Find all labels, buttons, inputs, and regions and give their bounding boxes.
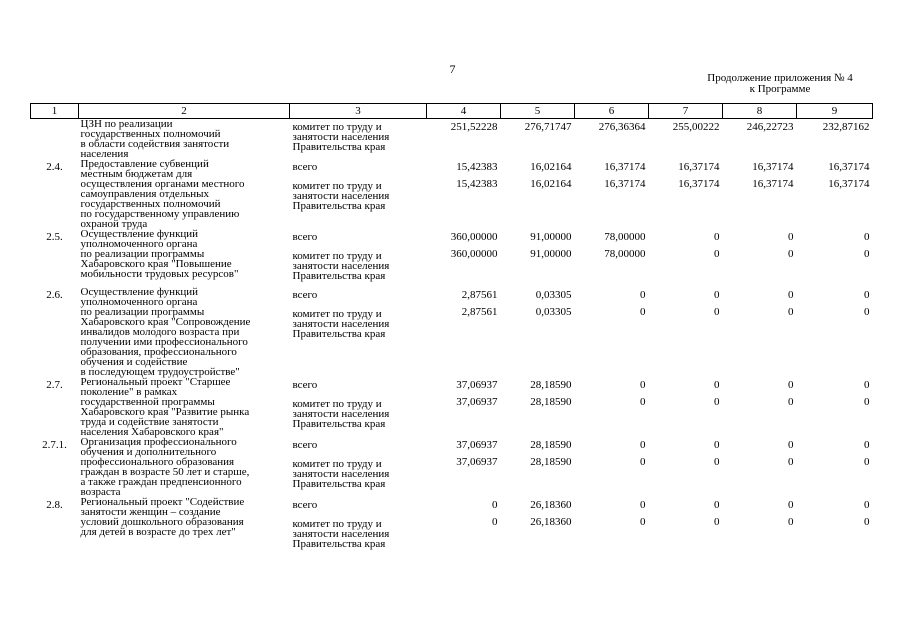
amount-value: 37,06937 [456,396,498,408]
amount-value: 0 [864,379,870,391]
row-number: 2.7. [46,379,63,391]
amount-value: 0 [640,516,646,528]
amount-cell [575,437,649,497]
amount-value: 0 [714,396,720,408]
amount-value: 0 [788,289,794,301]
amount-cell [427,287,501,377]
row-number: 2.6. [46,289,63,301]
measure-name-line: Региональный проект "Старшее [80,376,231,388]
amount-value: 0 [714,289,720,301]
amount-cell [797,437,873,497]
funding-source-block [293,377,424,390]
table-row [31,287,873,377]
funding-source-line: Правительства края [292,538,386,550]
funding-source-block [293,497,424,510]
amount-value: 0 [714,456,720,468]
funding-source-line: занятости населения [292,528,390,540]
amount-cell [501,159,575,229]
funding-source-line: Правительства края [292,478,386,490]
amount-cell [575,119,649,160]
amount-cell [723,159,797,229]
amount-value: 0 [864,499,870,511]
amount-value: 16,37174 [678,178,720,190]
funding-source [290,287,427,377]
funding-source-block [293,229,424,242]
row-number: 2.5. [46,231,63,243]
measure-name-line: а также граждан предпенсионного [80,476,242,488]
measure-name-line: обучения и содействие [80,356,188,368]
measure-name-line: поколение" в рамках [80,386,178,398]
measure-name-line: занятости женщин – создание [80,506,221,518]
funding-source-line: занятости населения [292,260,390,272]
amount-cell [575,287,649,377]
page-number: 7 [449,62,456,76]
measure-name [79,497,290,555]
amount-value: 0 [714,499,720,511]
amount-value: 26,18360 [530,516,572,528]
amount-cell [501,119,575,160]
amount-cell [649,377,723,437]
amount-value: 16,02164 [530,161,572,173]
amount-value: 0 [640,439,646,451]
amount-cell [501,377,575,437]
measure-name-line: труда и содействие занятости [80,416,219,428]
amount-value: 0 [640,456,646,468]
measure-name [79,437,290,497]
funding-source [290,159,427,229]
amount-cell [501,437,575,497]
table-row [31,119,873,160]
column-header: 8 [723,104,797,119]
column-header: 1 [31,104,79,119]
funding-source-line: занятости населения [292,318,390,330]
amount-cell [797,119,873,160]
amount-cell [723,287,797,377]
funding-source-line: всего [292,289,318,301]
column-header: 4 [427,104,501,119]
amount-value: 0 [640,306,646,318]
funding-source-line: всего [292,379,318,391]
column-header: 2 [79,104,290,119]
amount-value: 0 [640,396,646,408]
amount-value: 28,18590 [530,396,572,408]
amount-cell [649,287,723,377]
measure-name-line: профессионального образования [80,456,235,468]
amount-cell [501,497,575,555]
column-header: 6 [575,104,649,119]
amount-value: 0 [492,516,498,528]
funding-source-line: занятости населения [292,131,390,143]
amount-value: 0 [788,456,794,468]
amount-value: 2,87561 [461,306,498,318]
amount-cell [575,159,649,229]
amount-value: 255,00222 [672,121,720,133]
row-number: 2.7.1. [42,439,67,451]
amount-value: 16,37174 [678,161,720,173]
measure-name [79,287,290,377]
funding-source [290,497,427,555]
amount-value: 0 [788,379,794,391]
table-body [31,119,873,556]
amount-cell [427,229,501,287]
measure-name-line: ЦЗН по реализации [80,118,173,130]
amount-value: 0 [714,516,720,528]
amount-cell [427,119,501,160]
measure-name-line: населения Хабаровского края" [80,426,224,438]
measure-name-line: уполномоченного органа [80,238,198,250]
column-header: 5 [501,104,575,119]
column-header: 3 [290,104,427,119]
amount-value: 0,03305 [535,289,572,301]
amount-value: 16,37174 [828,178,870,190]
amount-value: 0 [864,396,870,408]
amount-value: 16,37174 [604,161,646,173]
amount-value: 16,37174 [752,161,794,173]
measure-name-line: Осуществление функций [80,228,199,240]
funding-source [290,119,427,160]
funding-source-block [293,516,424,549]
amount-value: 0 [714,379,720,391]
funding-source-line: всего [292,161,318,173]
row-number: 2.8. [46,499,63,511]
amount-cell [575,497,649,555]
measure-name-line: местным бюджетам для [80,168,193,180]
funding-source-block [293,306,424,339]
amount-cell [723,119,797,160]
amount-value: 91,00000 [530,248,572,260]
amount-cell [649,119,723,160]
amount-value: 276,71747 [524,121,572,133]
measure-name-line: государственной программы [80,396,215,408]
amount-cell [723,497,797,555]
measure-name-line: для детей в возрасте до трех лет" [80,526,236,538]
measure-name-line: Региональный проект "Содействие [80,496,245,508]
amount-value: 276,36364 [598,121,646,133]
amount-value: 78,00000 [604,248,646,260]
measure-name-line: условий дошкольного образования [80,516,244,528]
amount-value: 0 [864,516,870,528]
amount-value: 0 [492,499,498,511]
measure-name-line: возраста [80,486,121,498]
amount-cell [575,377,649,437]
table-row [31,497,873,555]
measure-name [79,159,290,229]
amount-value: 0 [714,439,720,451]
amount-cell [723,437,797,497]
amount-value: 0 [714,248,720,260]
header-row [31,104,873,119]
amount-value: 15,42383 [456,178,498,190]
amount-value: 16,37174 [604,178,646,190]
funding-source [290,437,427,497]
amount-value: 0 [640,379,646,391]
amount-cell [723,229,797,287]
funding-source-line: Правительства края [292,270,386,282]
amount-value: 360,00000 [450,231,498,243]
measure-name-line: Хабаровского края "Сопровождение [80,316,251,328]
measure-name-line: Хабаровского края "Развитие рынка [80,406,250,418]
measure-name-line: получении ими профессионального [80,336,248,348]
measure-name-line: образования, профессионального [80,346,237,358]
measure-name-line: по реализации программы [80,248,205,260]
measure-name-line: государственных полномочий [80,128,221,140]
amount-value: 28,18590 [530,439,572,451]
measure-name-line: населения [80,148,129,160]
amount-cell [427,377,501,437]
column-header: 7 [649,104,723,119]
amount-value: 0 [714,306,720,318]
measure-name-line: Осуществление функций [80,286,199,298]
funding-source-line: занятости населения [292,190,390,202]
amount-cell [797,159,873,229]
table-row [31,377,873,437]
measure-name [79,377,290,437]
measure-name-line: мобильности трудовых ресурсов" [80,268,239,280]
amount-cell [501,229,575,287]
funding-source-line: всего [292,439,318,451]
amount-cell [649,159,723,229]
amount-cell [649,437,723,497]
amount-cell [649,497,723,555]
program-table [30,103,873,555]
measure-name-line: в области содействия занятости [80,138,230,150]
measure-name-line: самоуправления отдельных [80,188,209,200]
funding-source-line: комитет по труду и [292,308,382,320]
column-header: 9 [797,104,873,119]
amount-value: 246,22723 [746,121,794,133]
measure-name-line: в последующем трудоустройстве" [80,366,240,378]
measure-name-line: государственных полномочий [80,198,221,210]
table-row [31,229,873,287]
amount-value: 0 [788,248,794,260]
amount-value: 28,18590 [530,379,572,391]
amount-value: 0 [788,231,794,243]
funding-source-line: занятости населения [292,408,390,420]
amount-value: 0 [864,306,870,318]
amount-value: 251,52228 [450,121,498,133]
funding-source-line: комитет по труду и [292,121,382,133]
amount-value: 16,02164 [530,178,572,190]
table-row [31,437,873,497]
amount-value: 0,03305 [535,306,572,318]
amount-value: 0 [788,439,794,451]
funding-source-line: Правительства края [292,141,386,153]
amount-value: 2,87561 [461,289,498,301]
amount-value: 15,42383 [456,161,498,173]
amount-value: 360,00000 [450,248,498,260]
amount-value: 0 [864,289,870,301]
amount-value: 0 [864,231,870,243]
row-number [31,119,79,160]
funding-source-block [293,248,424,281]
amount-value: 26,18360 [530,499,572,511]
amount-cell [427,497,501,555]
amount-value: 78,00000 [604,231,646,243]
amount-cell [575,229,649,287]
funding-source [290,377,427,437]
amount-cell [723,377,797,437]
measure-name [79,119,290,160]
funding-source-line: всего [292,499,318,511]
amount-cell [649,229,723,287]
funding-source-block [293,119,424,152]
amount-cell [427,437,501,497]
funding-source-block [293,396,424,429]
amount-cell [427,159,501,229]
funding-source-line: комитет по труду и [292,398,382,410]
funding-source-line: комитет по труду и [292,180,382,192]
funding-source-line: Правительства края [292,328,386,340]
measure-name-line: уполномоченного органа [80,296,198,308]
measure-name-line: Организация профессионального [80,436,237,448]
funding-source [290,229,427,287]
amount-value: 16,37174 [752,178,794,190]
measure-name-line: граждан в возрасте 50 лет и старше, [80,466,250,478]
measure-name-line: по реализации программы [80,306,205,318]
continuation-line: Продолжение приложения № 4 [707,72,853,84]
amount-value: 232,87162 [822,121,870,133]
amount-value: 91,00000 [530,231,572,243]
amount-value: 0 [640,499,646,511]
amount-value: 37,06937 [456,456,498,468]
amount-value: 0 [788,306,794,318]
amount-value: 16,37174 [828,161,870,173]
amount-value: 0 [864,456,870,468]
measure-name-line: охраной труда [80,218,148,230]
amount-value: 0 [864,248,870,260]
funding-source-line: комитет по труду и [292,250,382,262]
continuation-line: к Программе [749,83,811,95]
measure-name [79,229,290,287]
measure-name-line: инвалидов молодого возраста при [80,326,240,338]
measure-name-line: обучения и дополнительного [80,446,217,458]
amount-cell [797,377,873,437]
funding-source-line: всего [292,231,318,243]
funding-source-line: занятости населения [292,468,390,480]
measure-name-line: Предоставление субвенций [80,158,209,170]
amount-value: 28,18590 [530,456,572,468]
amount-value: 0 [788,396,794,408]
amount-value: 0 [788,499,794,511]
amount-value: 0 [788,516,794,528]
funding-source-line: комитет по труду и [292,518,382,530]
funding-source-block [293,456,424,489]
measure-name-line: осуществления органами местного [80,178,245,190]
amount-value: 0 [864,439,870,451]
table-row [31,159,873,229]
funding-source-block [293,287,424,300]
row-number: 2.4. [46,161,63,173]
amount-value: 37,06937 [456,379,498,391]
amount-cell [797,497,873,555]
amount-cell [797,229,873,287]
amount-cell [501,287,575,377]
funding-source-block [293,159,424,172]
amount-cell [797,287,873,377]
continuation-note [690,73,870,95]
amount-value: 0 [640,289,646,301]
funding-source-line: Правительства края [292,200,386,212]
amount-value: 37,06937 [456,439,498,451]
funding-source-line: комитет по труду и [292,458,382,470]
amount-value: 0 [714,231,720,243]
measure-name-line: Хабаровского края "Повышение [80,258,232,270]
funding-source-block [293,178,424,211]
funding-source-block [293,437,424,450]
funding-source-line: Правительства края [292,418,386,430]
measure-name-line: по государственному управлению [80,208,240,220]
